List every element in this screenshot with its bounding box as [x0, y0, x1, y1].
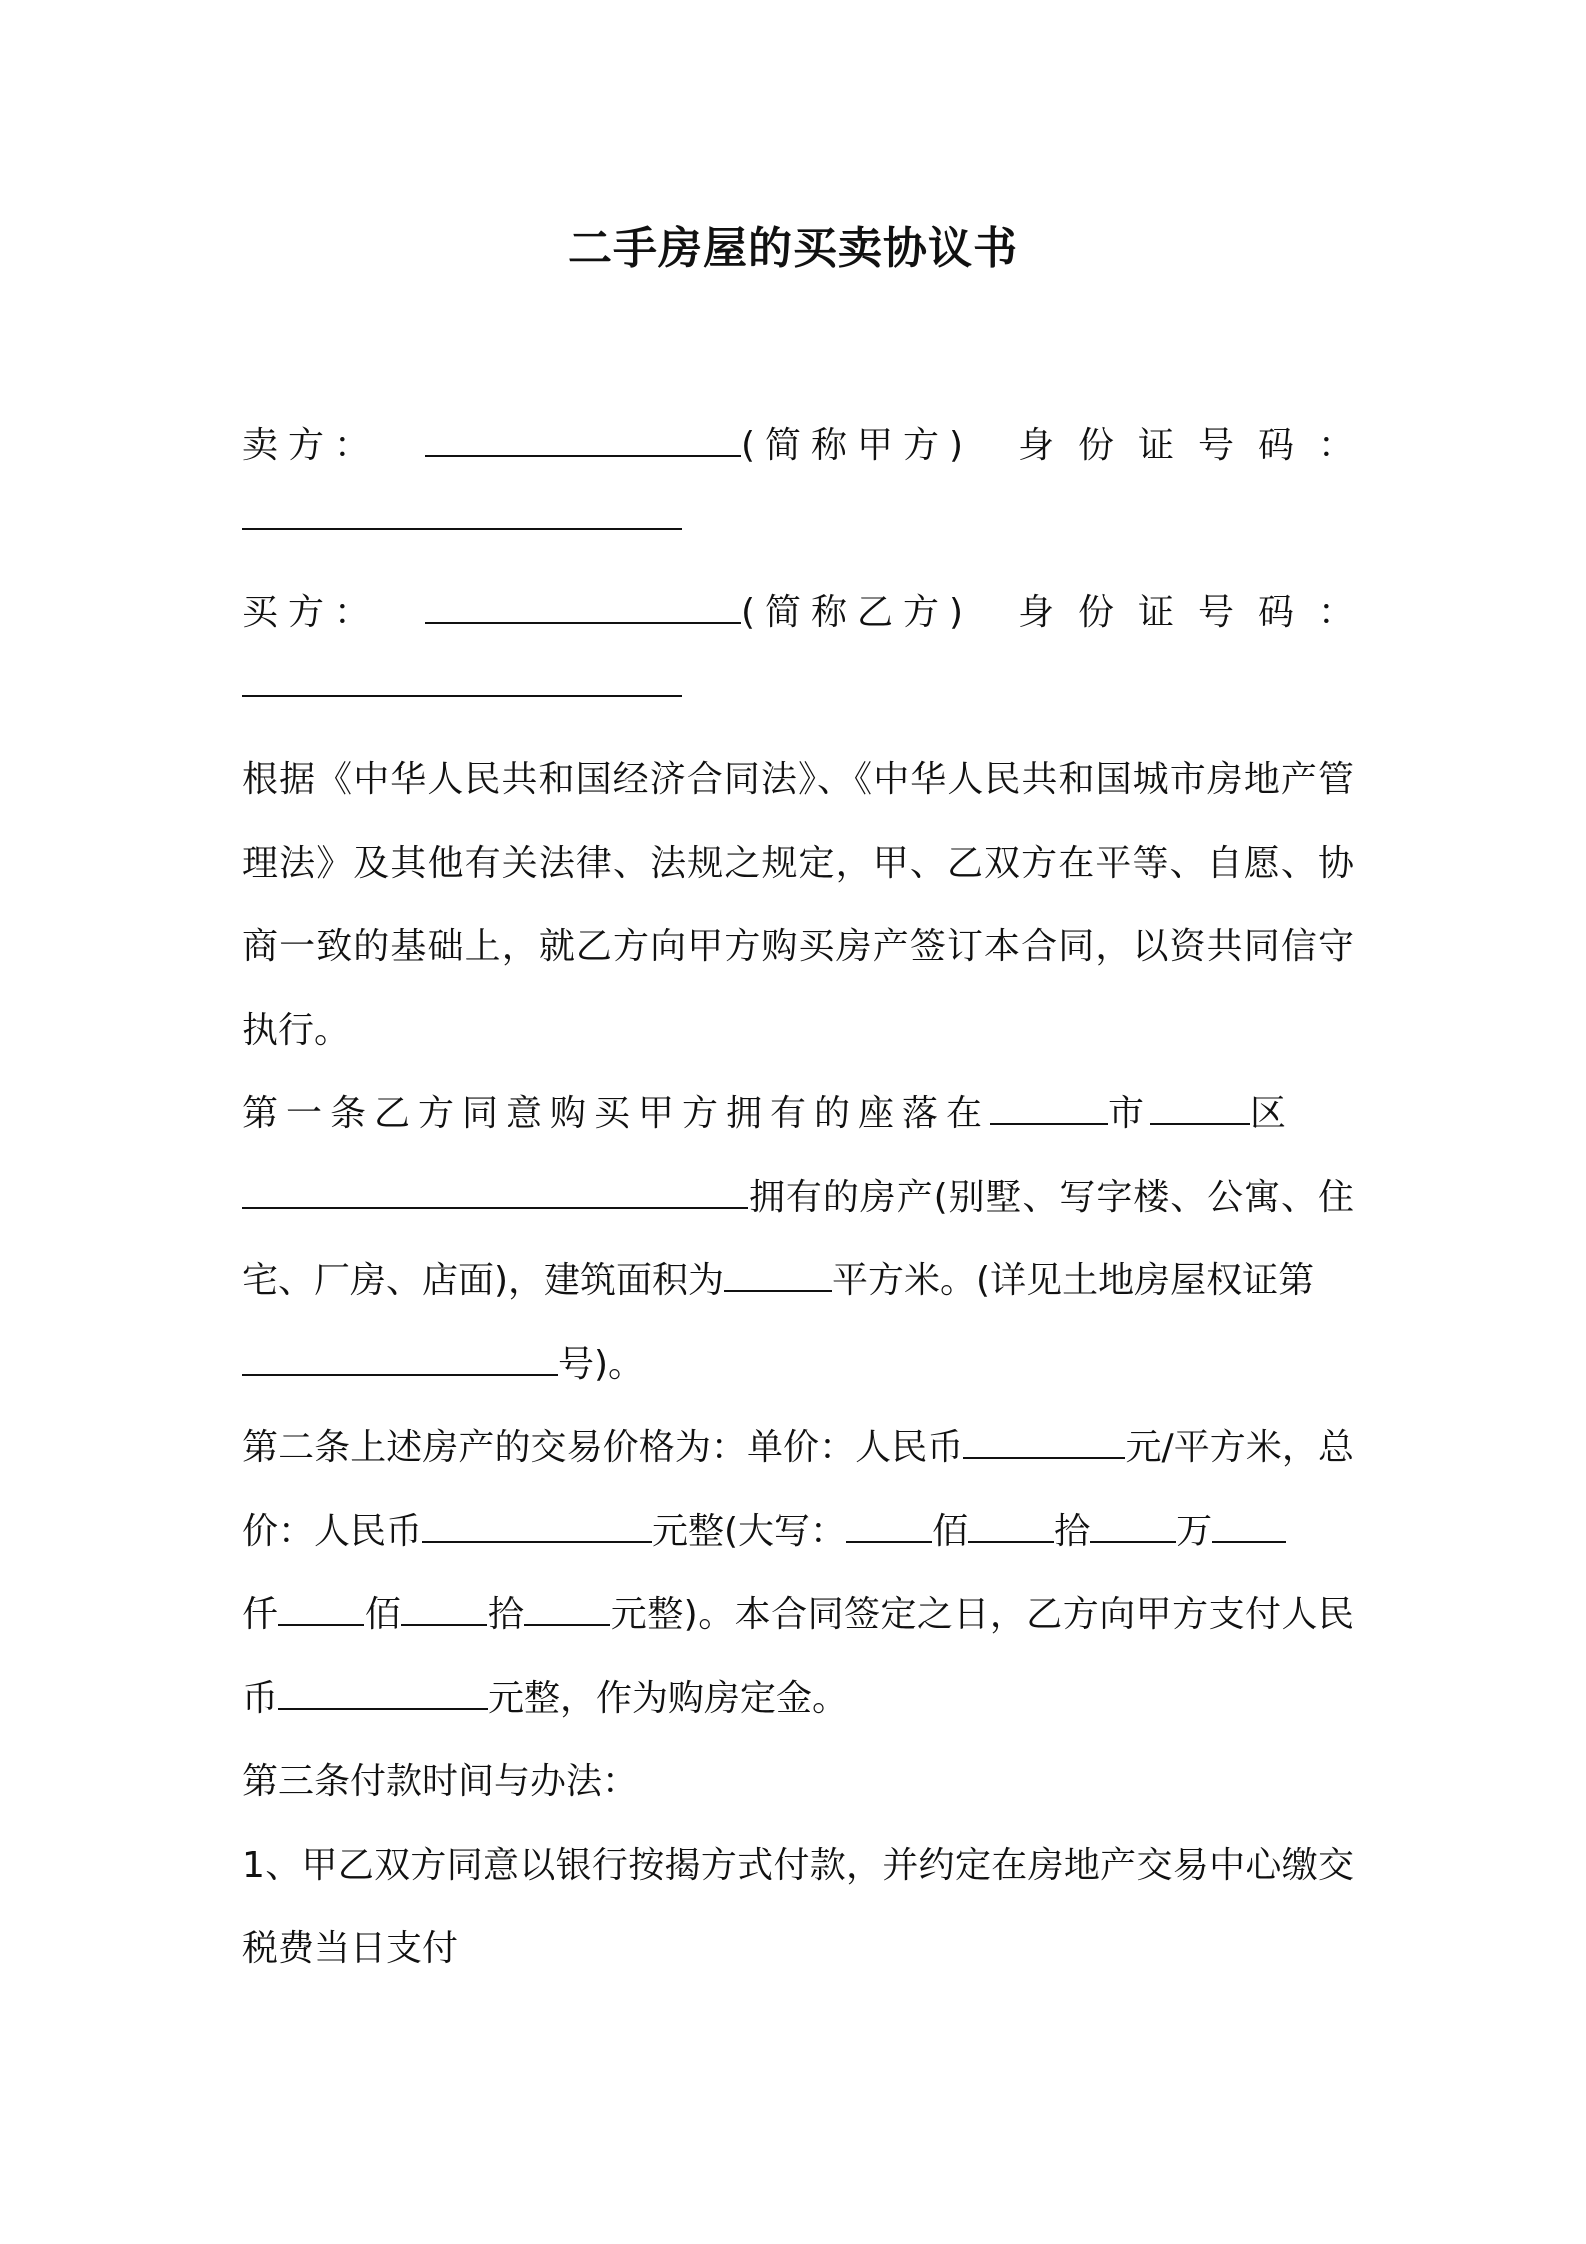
- article-1-text-c: 区: [1250, 1093, 1287, 1134]
- seller-name-blank: [425, 425, 741, 457]
- article-1-text-f: 号)。: [558, 1343, 645, 1385]
- buyer-short-name: (简称乙方): [740, 592, 974, 633]
- article-2-text-g: 仟: [242, 1594, 279, 1635]
- seller-short-name: (简称甲方): [740, 425, 974, 466]
- seller-id-blank: [242, 528, 682, 530]
- buyer-label: 买方：: [242, 592, 381, 633]
- district-blank: [1150, 1093, 1250, 1125]
- article-2-text-h: 佰: [364, 1594, 402, 1635]
- area-blank: [724, 1260, 832, 1292]
- ten-million-blank: [968, 1511, 1054, 1543]
- preamble-paragraph: 根据《中华人民共和国经济合同法》、《中华人民共和国城市房地产管理法》及其他有关法律、法规之规定，甲、乙双方在平等、自愿、协商一致的基础上，就乙方向甲方购买房产签订本合同，以资共同信守执行。: [242, 759, 1354, 1051]
- hundred-blank: [401, 1594, 487, 1626]
- ten-blank: [524, 1594, 610, 1626]
- article-2-text-k: 元整，作为购房定金。: [488, 1677, 849, 1719]
- article-1-text-d: 拥有的房产(别墅、写字楼、公寓、住宅、厂房、店面)，建筑面积为: [242, 1176, 1354, 1301]
- address-blank: [242, 1177, 748, 1209]
- seller-id-label: 身份证号码：: [1017, 425, 1378, 466]
- article-3-item-1: 1、甲乙双方同意以银行按揭方式付款，并约定在房地产交易中心缴交税费当日支付: [242, 1844, 1354, 1969]
- article-2-text-a: 第二条上述房产的交易价格为：单价：人民币: [242, 1427, 964, 1468]
- buyer-name-blank: [425, 592, 741, 624]
- article-2: [242, 1406, 1354, 1740]
- document-title: 二手房屋的买卖协议书: [568, 223, 1018, 274]
- article-2-text-j: 元整)。本合同签定之日，乙方向甲方支付人民币: [242, 1594, 1354, 1719]
- article-2-text-i: 拾: [487, 1594, 525, 1635]
- hundred-million-blank: [846, 1511, 932, 1543]
- total-price-blank: [422, 1511, 652, 1543]
- deposit-blank: [278, 1678, 488, 1710]
- article-1-text-b: 市: [1108, 1093, 1145, 1134]
- thousand-blank: [278, 1594, 364, 1626]
- seller-label: 卖方：: [242, 425, 381, 466]
- article-2-text-e: 拾: [1054, 1510, 1091, 1552]
- document-body: [242, 404, 1378, 1991]
- article-2-text-f: 万: [1176, 1510, 1213, 1552]
- article-3-title: 第三条付款时间与办法：: [242, 1761, 639, 1802]
- city-blank: [990, 1093, 1108, 1125]
- article-2-text-c: 元整(大写：: [652, 1510, 847, 1552]
- article-2-text-b: 元/平方米，总价：人民币: [242, 1427, 1354, 1552]
- buyer-line: [242, 571, 1378, 655]
- buyer-id-label: 身份证号码：: [1017, 592, 1378, 633]
- buyer-id-blank: [242, 695, 682, 697]
- article-1-text-a: 第一条乙方同意购买甲方拥有的座落在: [242, 1093, 991, 1134]
- article-1: [242, 1072, 1354, 1406]
- unit-price-blank: [963, 1427, 1125, 1459]
- article-1-text-e: 平方米。(详见土地房屋权证第: [832, 1260, 1315, 1301]
- article-2-text-d: 佰: [932, 1510, 969, 1552]
- ten-thousand-blank: [1212, 1511, 1286, 1543]
- certificate-number-blank: [242, 1344, 558, 1376]
- million-blank: [1090, 1511, 1176, 1543]
- seller-line: [242, 404, 1378, 488]
